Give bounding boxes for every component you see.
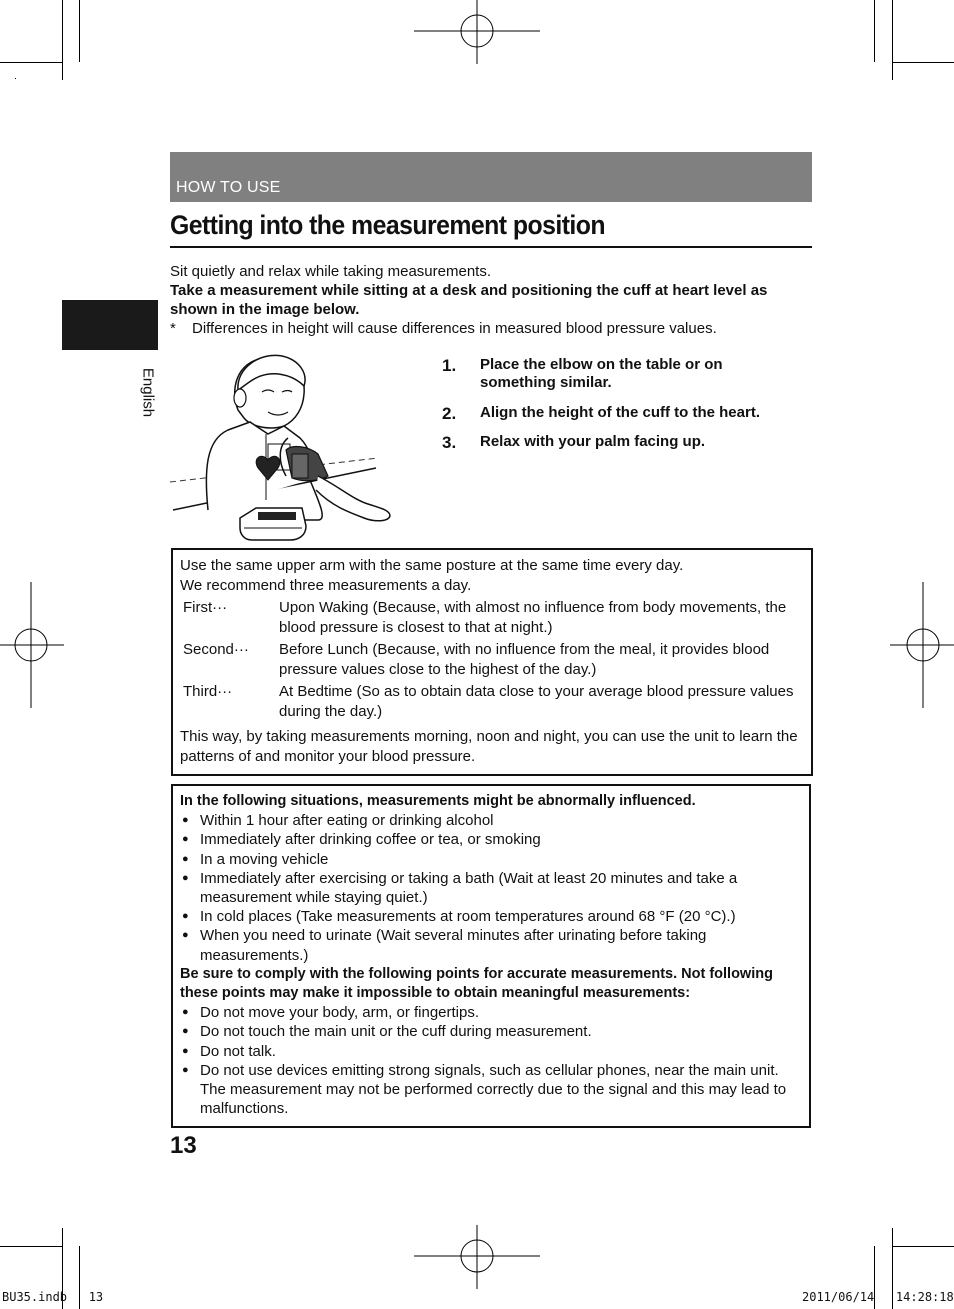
step-text: Relax with your palm facing up.: [480, 433, 706, 450]
bullet-icon: ●: [182, 910, 189, 923]
caution-heading: In the following situations, measurements might be abnormally influenced.: [180, 793, 696, 809]
caution-bullet: [180, 850, 800, 869]
schedule-desc: Upon Waking (Because, with almost no influence from body movements, the blood pressure is closest to that at night.): [279, 599, 787, 636]
caution-heading: Be sure to comply with the following points for accurate measurements. Not following these points may make it impossible to obtain meaningful measurements:: [180, 965, 773, 1002]
recommend-closing: This way, by taking measurements morning, noon and night, you can use the unit to learn the patterns of and monitor your blood pressure.: [180, 728, 798, 765]
caution-bullet: [180, 1042, 800, 1061]
bullet-icon: ●: [182, 1063, 189, 1076]
bullet-icon: ●: [182, 1025, 189, 1038]
schedule-row: [180, 598, 800, 637]
bullet-text: When you need to urinate (Wait several minutes after urinating before taking measurements.): [200, 927, 707, 964]
bullet-text: Do not use devices emitting strong signals, such as cellular phones, near the main unit. The measurement may not be performed correctly due to the signal and this may lead to malfunctions.: [200, 1061, 787, 1118]
recommend-line: We recommend three measurements a day.: [180, 576, 472, 594]
bullet-text: Immediately after exercising or taking a bath (Wait at least 20 minutes and take a measurement while staying quiet.): [200, 869, 738, 907]
caution-bullet: [180, 1061, 800, 1119]
step-number: 1.: [442, 356, 457, 375]
footer-timestamp: 2011/06/14 14:28:18: [802, 1290, 954, 1304]
bullet-text: Do not talk.: [200, 1042, 276, 1060]
caution-bullet: [180, 830, 800, 849]
bullet-text: In a moving vehicle: [200, 850, 329, 868]
caution-bullet: [180, 1003, 800, 1022]
caution-bullet: [180, 869, 800, 907]
bullet-text: Do not touch the main unit or the cuff during measurement.: [200, 1023, 592, 1041]
note-marker: *: [170, 320, 176, 337]
schedule-row: [180, 682, 800, 721]
step-text: Place the elbow on the table or on something similar.: [480, 356, 723, 391]
footer-file: BU35.indb 13: [2, 1290, 104, 1304]
schedule-label: Second···: [183, 641, 249, 658]
schedule-row: [180, 640, 800, 679]
posture-illustration: [168, 350, 398, 548]
bullet-icon: ●: [182, 871, 189, 884]
step-item: [442, 404, 812, 424]
page-number: 13: [170, 1132, 197, 1159]
language-tab: [62, 300, 158, 350]
schedule-label: First···: [183, 599, 228, 616]
bullet-icon: ●: [182, 852, 189, 865]
recommendation-box: [171, 548, 813, 776]
caution-box: [171, 784, 811, 1128]
language-label: English: [139, 367, 157, 418]
bullet-icon: ●: [182, 1044, 189, 1057]
recommend-line: Use the same upper arm with the same posture at the same time every day.: [180, 557, 684, 574]
section-label: HOW TO USE: [176, 179, 281, 196]
schedule-label: Third···: [183, 683, 233, 700]
page-title: Getting into the measurement position: [170, 210, 606, 240]
bullet-text: Immediately after drinking coffee or tea, or smoking: [200, 831, 541, 849]
bullet-text: In cold places (Take measurements at room temperatures around 68 °F (20 °C).): [200, 908, 736, 926]
note-text: Differences in height will cause differences in measured blood pressure values.: [192, 320, 717, 337]
bullet-text: Do not move your body, arm, or fingertips.: [200, 1004, 480, 1022]
intro-text: [170, 262, 810, 338]
intro-note: [170, 319, 810, 338]
intro-bold-line: Take a measurement while sitting at a desk and positioning the cuff at heart level as shown in the image below.: [170, 282, 768, 318]
caution-bullet: [180, 811, 800, 830]
step-text: Align the height of the cuff to the heart.: [480, 404, 760, 421]
step-number: 2.: [442, 404, 457, 423]
step-item: [442, 433, 812, 453]
bullet-icon: ●: [182, 1006, 189, 1019]
bullet-icon: ●: [182, 814, 189, 827]
registration-mark-top: [414, 0, 540, 64]
caution-bullet: [180, 1022, 800, 1041]
step-item: [442, 356, 812, 392]
step-number: 3.: [442, 433, 457, 452]
registration-mark-bottom: [414, 1225, 540, 1289]
intro-line: Sit quietly and relax while taking measurements.: [170, 263, 491, 280]
bullet-icon: ●: [182, 833, 189, 846]
title-rule: [170, 246, 812, 248]
bullet-icon: ●: [182, 929, 189, 942]
caution-bullet: [180, 926, 800, 964]
registration-mark-left: [0, 582, 64, 708]
schedule-desc: At Bedtime (So as to obtain data close to your average blood pressure values during the day.): [279, 683, 794, 720]
registration-mark-right: [890, 582, 954, 708]
schedule-desc: Before Lunch (Because, with no influence from the meal, it provides blood pressure values close to the highest of the day.): [279, 641, 770, 678]
caution-bullet: [180, 907, 800, 926]
bullet-text: Within 1 hour after eating or drinking alcohol: [200, 812, 494, 830]
